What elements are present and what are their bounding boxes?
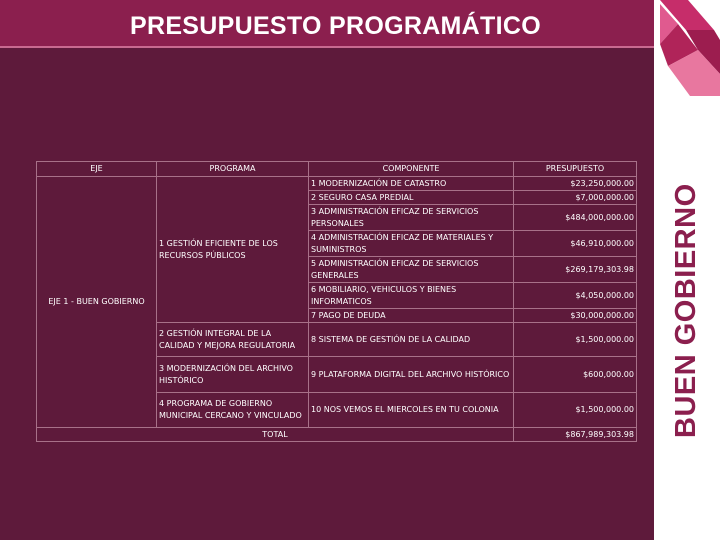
table-header-row bbox=[37, 162, 637, 177]
presupuesto-cell: $46,910,000.00 bbox=[514, 231, 637, 257]
presupuesto-cell: $600,000.00 bbox=[514, 357, 637, 393]
programa-cell: 1 GESTIÓN EFICIENTE DE LOS RECURSOS PÚBLICOS bbox=[157, 177, 309, 323]
componente-cell: 10 NOS VEMOS EL MIERCOLES EN TU COLONIA bbox=[309, 393, 514, 428]
page-title: PRESUPUESTO PROGRAMÁTICO bbox=[130, 12, 541, 40]
eje-cell: EJE 1 - BUEN GOBIERNO bbox=[37, 177, 157, 428]
componente-cell: 6 MOBILIARIO, VEHICULOS Y BIENES INFORMATICOS bbox=[309, 283, 514, 309]
presupuesto-cell: $4,050,000.00 bbox=[514, 283, 637, 309]
budget-table bbox=[36, 161, 637, 442]
table-row bbox=[37, 177, 637, 191]
ribbon-logo-icon bbox=[654, 0, 720, 96]
componente-cell: 1 MODERNIZACIÓN DE CATASTRO bbox=[309, 177, 514, 191]
programa-cell: 2 GESTIÓN INTEGRAL DE LA CALIDAD Y MEJORA REGULATORIA bbox=[157, 323, 309, 357]
componente-cell: 8 SISTEMA DE GESTIÓN DE LA CALIDAD bbox=[309, 323, 514, 357]
componente-cell: 7 PAGO DE DEUDA bbox=[309, 309, 514, 323]
presupuesto-cell: $484,000,000.00 bbox=[514, 205, 637, 231]
total-label: TOTAL bbox=[37, 428, 514, 442]
presupuesto-cell: $30,000,000.00 bbox=[514, 309, 637, 323]
presupuesto-cell: $23,250,000.00 bbox=[514, 177, 637, 191]
title-underline bbox=[0, 46, 654, 48]
header-programa: PROGRAMA bbox=[157, 162, 309, 177]
presupuesto-cell: $1,500,000.00 bbox=[514, 323, 637, 357]
componente-cell: 9 PLATAFORMA DIGITAL DEL ARCHIVO HISTÓRICO bbox=[309, 357, 514, 393]
programa-cell: 3 MODERNIZACIÓN DEL ARCHIVO HISTÓRICO bbox=[157, 357, 309, 393]
header-eje: EJE bbox=[37, 162, 157, 177]
componente-cell: 2 SEGURO CASA PREDIAL bbox=[309, 191, 514, 205]
header-presupuesto: PRESUPUESTO bbox=[514, 162, 637, 177]
componente-cell: 4 ADMINISTRACIÓN EFICAZ DE MATERIALES Y SUMINISTROS bbox=[309, 231, 514, 257]
componente-cell: 3 ADMINISTRACIÓN EFICAZ DE SERVICIOS PERSONALES bbox=[309, 205, 514, 231]
total-value: $867,989,303.98 bbox=[514, 428, 637, 442]
programa-cell: 4 PROGRAMA DE GOBIERNO MUNICIPAL CERCANO Y VINCULADO bbox=[157, 393, 309, 428]
total-row bbox=[37, 428, 637, 442]
componente-cell: 5 ADMINISTRACIÓN EFICAZ DE SERVICIOS GENERALES bbox=[309, 257, 514, 283]
presupuesto-cell: $7,000,000.00 bbox=[514, 191, 637, 205]
side-label-text: BUEN GOBIERNO bbox=[670, 182, 702, 438]
presupuesto-cell: $1,500,000.00 bbox=[514, 393, 637, 428]
header-componente: COMPONENTE bbox=[309, 162, 514, 177]
presupuesto-cell: $269,179,303.98 bbox=[514, 257, 637, 283]
title-bar bbox=[0, 0, 654, 48]
